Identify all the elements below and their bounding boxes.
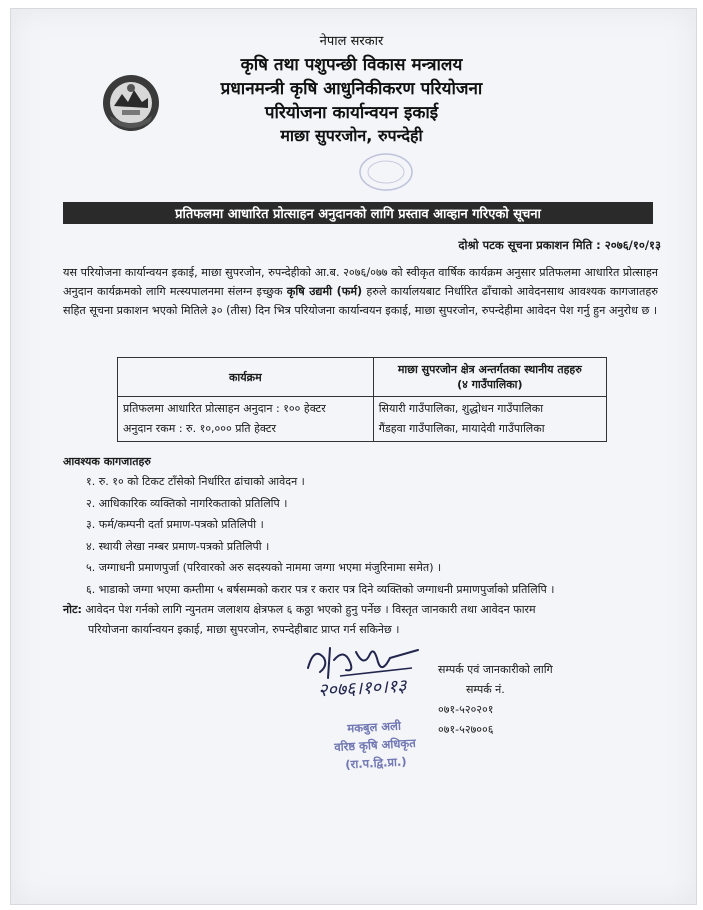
government-name: नेपाल सरकार [319,34,384,49]
list-item: ५. जग्गाधनी प्रमाणपुर्जा (परिवारको अरु सदस्यको नाममा जग्गा भएमा मंजुरिनामा समेत) । [86,561,442,574]
office-location: माछा सुपरजोन, रुपन्देही [280,126,423,146]
officer-stamp [319,715,432,775]
contact-block [438,660,553,740]
office-stamp-icon [356,150,416,195]
contact-heading: सम्पर्क एवं जानकारीको लागि [438,663,553,676]
list-item: ६. भाडाको जग्गा भएमा कम्तीमा ५ बर्षसम्मको करार पत्र र करार पत्र दिने व्यक्तिको जग्गाधनी प्रमाणपुर्जाको प्रतिलिपि । [86,582,555,596]
ministry-name: कृषि तथा पशुपन्छी विकास मन्त्रालय [240,54,463,75]
note-label: नोट: [63,603,82,616]
municipality-line: गैंडहवा गाउँपालिका, मायादेवी गाउँपालिका [378,422,545,435]
contact-phone: ०७१-५२०२०१ [438,703,494,716]
table-header-program: कार्यक्रम [118,358,374,397]
table-cell-municipalities [373,397,606,442]
program-table [117,357,607,442]
program-line: अनुदान रकम : रु. १०,००० प्रति हेक्टर [123,422,276,435]
list-item: २. आधिकारिक व्यक्तिको नागरिकताको प्रतिलिपि । [86,496,288,510]
required-docs-heading: आवश्यक कागजातहरु [63,455,151,468]
note-paragraph [63,600,663,640]
program-line: प्रतिफलमा आधारित प्रोत्साहन अनुदान : १०० हेक्टर [123,402,326,415]
handwritten-date: २०७६।१०।१३ [317,675,408,702]
notice-title-banner: प्रतिफलमा आधारित प्रोत्साहन अनुदानको लागि प्रस्ताव आव्हान गरिएको सूचना [63,202,653,224]
municipality-line: सियारी गाउँपालिका, शुद्धोधन गाउँपालिका [378,402,544,415]
officer-name: मकबुल अली [346,718,402,736]
project-name: प्रधानमन्त्री कृषि आधुनिकीकरण परियोजना [220,78,483,99]
table-header-local-levels: माछा सुपरजोन क्षेत्र अन्तर्गतका स्थानीय तहहरु (४ गाउँपालिका) [373,358,606,397]
intro-bold: कृषि उद्यमी (फर्म) [286,285,363,298]
required-docs-list [86,471,656,600]
officer-unit: (रा.प.द्वि.प्रा.) [344,754,407,772]
publication-date: दोश्रो पटक सूचना प्रकाशन मिति : २०७६/१०/१३ [458,238,661,252]
officer-title: वरिष्ठ कृषि अधिकृत [333,735,417,755]
list-item: ४. स्थायी लेखा नम्बर प्रमाण-पत्रको प्रतिलिपी । [86,539,270,553]
contact-phone: ०७१-५२७००६ [438,723,494,736]
intro-text-1: यस परियोजना कार्यान्वयन इकाई, माछा सुपरजोन, रुपन्देहीको आ.ब. २०७६/०७७ को स्वीकृत वार्षिक कार्यक्रम अनुसार प्रतिफलमा आधारित प्रोत्साहन अनुदान कार्यक्रमको लागि मत्स्यपालनमा संलग्न इच्छुक [63,266,658,298]
intro-text-2: हरुले कार्यालयबाट निर्धारित ढाँचाको आवेदनसाथ आवश्यक कागजातहरु सहित सूचना प्रकाशन भएको मितिले ३० (तीस) दिन भित्र परियोजना कार्यान्वयन इकाई, माछा सुपरजोन, रुपन्देहीमा आवेदन पेश गर्नु हुन अनुरोध छ । [63,285,658,317]
table-cell-program [118,397,374,442]
list-item: १. रु. १० को टिकट टाँसेको निर्धारित ढांचाको आवेदन । [86,475,305,488]
note-line-2: परियोजना कार्यान्वयन इकाई, माछा सुपरजोन, रुपन्देहीबाट प्राप्त गर्न सकिनेछ । [88,623,400,636]
list-item: ३. फर्म/कम्पनी दर्ता प्रमाण-पत्रको प्रतिलिपी । [86,518,264,531]
unit-name: परियोजना कार्यान्वयन इकाई [264,103,439,124]
letterhead [0,34,703,147]
intro-paragraph [63,263,658,320]
note-line-1: आवेदन पेश गर्नको लागि न्युनतम जलाशय क्षेत्रफल ६ कठ्ठा भएको हुनु पर्नेछ । विस्तृत जानकारी तथा आवेदन फारम [81,603,536,616]
contact-phone-label: सम्पर्क नं. [466,683,505,696]
